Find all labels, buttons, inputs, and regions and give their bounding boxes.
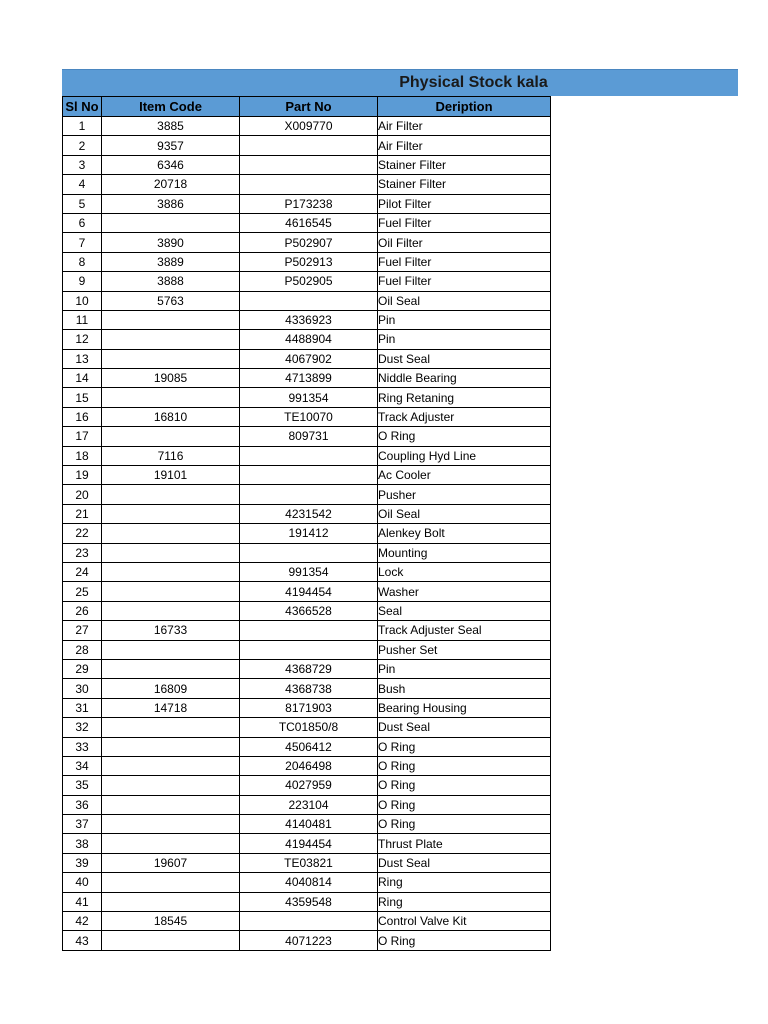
cell-description[interactable]: O Ring (378, 756, 551, 775)
cell-sl-no[interactable]: 12 (63, 330, 102, 349)
cell-description[interactable]: Stainer Filter (378, 155, 551, 174)
header-row (63, 97, 551, 117)
cell-description[interactable]: Dust Seal (378, 718, 551, 737)
cell-description[interactable]: Oil Filter (378, 233, 551, 252)
cell-sl-no[interactable]: 8 (63, 252, 102, 271)
cell-part-no[interactable]: 191412 (240, 524, 378, 543)
table-row (63, 427, 551, 446)
table-row (63, 233, 551, 252)
table-row (63, 272, 551, 291)
cell-item-code[interactable] (102, 485, 240, 504)
cell-description[interactable]: Pin (378, 310, 551, 329)
cell-part-no[interactable]: 4713899 (240, 369, 378, 388)
table-row (63, 213, 551, 232)
cell-part-no[interactable] (240, 175, 378, 194)
cell-description[interactable]: Niddle Bearing (378, 369, 551, 388)
table-row (63, 601, 551, 620)
table-row (63, 853, 551, 872)
table-row (63, 737, 551, 756)
table-row (63, 349, 551, 368)
cell-item-code[interactable]: 16733 (102, 621, 240, 640)
cell-item-code[interactable]: 3890 (102, 233, 240, 252)
table-row (63, 640, 551, 659)
cell-description[interactable]: Track Adjuster Seal (378, 621, 551, 640)
cell-part-no[interactable] (240, 291, 378, 310)
cell-part-no[interactable]: P502907 (240, 233, 378, 252)
table-row (63, 369, 551, 388)
cell-sl-no[interactable]: 38 (63, 834, 102, 853)
cell-part-no[interactable]: 8171903 (240, 698, 378, 717)
table-row (63, 621, 551, 640)
cell-sl-no[interactable]: 19 (63, 466, 102, 485)
table-row (63, 679, 551, 698)
table-row (63, 815, 551, 834)
cell-item-code[interactable] (102, 427, 240, 446)
cell-sl-no[interactable]: 31 (63, 698, 102, 717)
cell-sl-no[interactable]: 9 (63, 272, 102, 291)
cell-sl-no[interactable]: 3 (63, 155, 102, 174)
cell-item-code[interactable]: 19101 (102, 466, 240, 485)
cell-part-no[interactable]: 4071223 (240, 931, 378, 950)
table-row (63, 407, 551, 426)
cell-item-code[interactable] (102, 795, 240, 814)
cell-item-code[interactable] (102, 776, 240, 795)
cell-item-code[interactable] (102, 640, 240, 659)
cell-item-code[interactable] (102, 601, 240, 620)
cell-description[interactable]: Pusher (378, 485, 551, 504)
table-row (63, 912, 551, 931)
cell-description[interactable]: Dust Seal (378, 853, 551, 872)
cell-part-no[interactable]: 4040814 (240, 873, 378, 892)
cell-item-code[interactable]: 16809 (102, 679, 240, 698)
cell-description[interactable]: Air Filter (378, 136, 551, 155)
cell-item-code[interactable]: 16810 (102, 407, 240, 426)
cell-part-no[interactable]: 4506412 (240, 737, 378, 756)
cell-sl-no[interactable]: 17 (63, 427, 102, 446)
column-header-part-no[interactable]: Part No (240, 97, 378, 117)
cell-item-code[interactable]: 3889 (102, 252, 240, 271)
cell-item-code[interactable]: 14718 (102, 698, 240, 717)
cell-part-no[interactable]: 4368738 (240, 679, 378, 698)
cell-item-code[interactable]: 3888 (102, 272, 240, 291)
cell-item-code[interactable] (102, 873, 240, 892)
table-row (63, 117, 551, 136)
cell-sl-no[interactable]: 26 (63, 601, 102, 620)
cell-part-no[interactable] (240, 446, 378, 465)
cell-description[interactable]: Seal (378, 601, 551, 620)
cell-sl-no[interactable]: 34 (63, 756, 102, 775)
cell-sl-no[interactable]: 7 (63, 233, 102, 252)
cell-item-code[interactable] (102, 659, 240, 678)
cell-description[interactable]: Dust Seal (378, 349, 551, 368)
table-row (63, 524, 551, 543)
cell-sl-no[interactable]: 14 (63, 369, 102, 388)
cell-description[interactable]: Air Filter (378, 117, 551, 136)
cell-sl-no[interactable]: 20 (63, 485, 102, 504)
cell-item-code[interactable] (102, 543, 240, 562)
cell-sl-no[interactable]: 39 (63, 853, 102, 872)
cell-description[interactable]: Oil Seal (378, 504, 551, 523)
column-header-sl-no[interactable]: Sl No (63, 97, 102, 117)
cell-item-code[interactable]: 18545 (102, 912, 240, 931)
cell-description[interactable]: Alenkey Bolt (378, 524, 551, 543)
cell-part-no[interactable]: 4231542 (240, 504, 378, 523)
cell-part-no[interactable]: P173238 (240, 194, 378, 213)
cell-item-code[interactable] (102, 504, 240, 523)
cell-sl-no[interactable]: 2 (63, 136, 102, 155)
cell-description[interactable]: Thrust Plate (378, 834, 551, 853)
table-row (63, 892, 551, 911)
cell-item-code[interactable] (102, 834, 240, 853)
cell-part-no[interactable]: TE10070 (240, 407, 378, 426)
cell-part-no[interactable]: TE03821 (240, 853, 378, 872)
cell-part-no[interactable]: 2046498 (240, 756, 378, 775)
table-row (63, 136, 551, 155)
cell-sl-no[interactable]: 5 (63, 194, 102, 213)
cell-sl-no[interactable]: 43 (63, 931, 102, 950)
cell-sl-no[interactable]: 22 (63, 524, 102, 543)
cell-item-code[interactable]: 3886 (102, 194, 240, 213)
table-row (63, 698, 551, 717)
cell-part-no[interactable]: 223104 (240, 795, 378, 814)
cell-item-code[interactable] (102, 892, 240, 911)
cell-part-no[interactable]: 4067902 (240, 349, 378, 368)
cell-sl-no[interactable]: 4 (63, 175, 102, 194)
cell-part-no[interactable]: 4140481 (240, 815, 378, 834)
cell-sl-no[interactable]: 13 (63, 349, 102, 368)
cell-description[interactable]: Ring Retaning (378, 388, 551, 407)
table-row (63, 466, 551, 485)
cell-description[interactable]: O Ring (378, 427, 551, 446)
sheet-title: Physical Stock kala (399, 74, 548, 91)
cell-item-code[interactable] (102, 582, 240, 601)
cell-item-code[interactable]: 6346 (102, 155, 240, 174)
table-row (63, 795, 551, 814)
table-row (63, 756, 551, 775)
cell-sl-no[interactable]: 11 (63, 310, 102, 329)
cell-item-code[interactable] (102, 349, 240, 368)
column-header-description[interactable]: Deription (378, 97, 551, 117)
cell-sl-no[interactable]: 16 (63, 407, 102, 426)
cell-item-code[interactable] (102, 310, 240, 329)
cell-description[interactable]: Pilot Filter (378, 194, 551, 213)
cell-part-no[interactable]: 809731 (240, 427, 378, 446)
table-row (63, 718, 551, 737)
cell-item-code[interactable] (102, 737, 240, 756)
cell-description[interactable]: O Ring (378, 776, 551, 795)
table-row (63, 543, 551, 562)
cell-description[interactable]: Ac Cooler (378, 466, 551, 485)
stock-table (62, 96, 551, 951)
cell-description[interactable]: Ring (378, 873, 551, 892)
cell-item-code[interactable]: 7116 (102, 446, 240, 465)
cell-description[interactable]: Mounting (378, 543, 551, 562)
cell-part-no[interactable] (240, 621, 378, 640)
cell-description[interactable]: Track Adjuster (378, 407, 551, 426)
cell-sl-no[interactable]: 36 (63, 795, 102, 814)
cell-sl-no[interactable]: 37 (63, 815, 102, 834)
cell-part-no[interactable]: 4027959 (240, 776, 378, 795)
cell-description[interactable]: Fuel Filter (378, 213, 551, 232)
table-row (63, 582, 551, 601)
cell-sl-no[interactable]: 40 (63, 873, 102, 892)
cell-sl-no[interactable]: 6 (63, 213, 102, 232)
table-row (63, 873, 551, 892)
cell-item-code[interactable]: 9357 (102, 136, 240, 155)
cell-description[interactable]: Lock (378, 562, 551, 581)
cell-sl-no[interactable]: 29 (63, 659, 102, 678)
table-row (63, 446, 551, 465)
table-row (63, 562, 551, 581)
cell-description[interactable]: Pin (378, 330, 551, 349)
cell-sl-no[interactable]: 25 (63, 582, 102, 601)
cell-part-no[interactable]: 4336923 (240, 310, 378, 329)
cell-description[interactable]: Oil Seal (378, 291, 551, 310)
table-row (63, 659, 551, 678)
table-row (63, 252, 551, 271)
cell-description[interactable]: Washer (378, 582, 551, 601)
cell-item-code[interactable] (102, 330, 240, 349)
cell-sl-no[interactable]: 32 (63, 718, 102, 737)
cell-item-code[interactable] (102, 562, 240, 581)
cell-description[interactable]: Stainer Filter (378, 175, 551, 194)
cell-item-code[interactable]: 5763 (102, 291, 240, 310)
table-row (63, 776, 551, 795)
cell-sl-no[interactable]: 41 (63, 892, 102, 911)
cell-description[interactable]: Pin (378, 659, 551, 678)
cell-description[interactable]: Coupling Hyd Line (378, 446, 551, 465)
cell-sl-no[interactable]: 42 (63, 912, 102, 931)
cell-description[interactable]: O Ring (378, 795, 551, 814)
cell-sl-no[interactable]: 18 (63, 446, 102, 465)
cell-part-no[interactable]: 4194454 (240, 834, 378, 853)
cell-part-no[interactable]: 4366528 (240, 601, 378, 620)
cell-sl-no[interactable]: 21 (63, 504, 102, 523)
cell-part-no[interactable] (240, 136, 378, 155)
cell-part-no[interactable]: TC01850/8 (240, 718, 378, 737)
cell-description[interactable]: Bearing Housing (378, 698, 551, 717)
cell-part-no[interactable] (240, 155, 378, 174)
cell-sl-no[interactable]: 23 (63, 543, 102, 562)
cell-item-code[interactable] (102, 756, 240, 775)
cell-part-no[interactable]: X009770 (240, 117, 378, 136)
cell-item-code[interactable] (102, 931, 240, 950)
table-row (63, 310, 551, 329)
cell-sl-no[interactable]: 33 (63, 737, 102, 756)
cell-sl-no[interactable]: 15 (63, 388, 102, 407)
cell-part-no[interactable]: P502905 (240, 272, 378, 291)
cell-description[interactable]: Bush (378, 679, 551, 698)
cell-sl-no[interactable]: 28 (63, 640, 102, 659)
cell-part-no[interactable]: 991354 (240, 388, 378, 407)
cell-part-no[interactable] (240, 640, 378, 659)
cell-description[interactable]: Control Valve Kit (378, 912, 551, 931)
cell-item-code[interactable] (102, 388, 240, 407)
cell-part-no[interactable] (240, 912, 378, 931)
cell-part-no[interactable]: 4194454 (240, 582, 378, 601)
table-row (63, 485, 551, 504)
cell-description[interactable]: Fuel Filter (378, 252, 551, 271)
cell-part-no[interactable] (240, 485, 378, 504)
cell-part-no[interactable]: 4616545 (240, 213, 378, 232)
table-row (63, 834, 551, 853)
cell-part-no[interactable]: 4488904 (240, 330, 378, 349)
table-row (63, 388, 551, 407)
cell-description[interactable]: O Ring (378, 737, 551, 756)
cell-item-code[interactable]: 20718 (102, 175, 240, 194)
cell-item-code[interactable] (102, 213, 240, 232)
cell-part-no[interactable]: 4368729 (240, 659, 378, 678)
cell-sl-no[interactable]: 30 (63, 679, 102, 698)
cell-part-no[interactable]: 991354 (240, 562, 378, 581)
cell-description[interactable]: Pusher Set (378, 640, 551, 659)
cell-item-code[interactable] (102, 815, 240, 834)
cell-part-no[interactable]: P502913 (240, 252, 378, 271)
cell-sl-no[interactable]: 1 (63, 117, 102, 136)
cell-sl-no[interactable]: 24 (63, 562, 102, 581)
cell-description[interactable]: O Ring (378, 815, 551, 834)
table-row (63, 504, 551, 523)
column-header-item-code[interactable]: Item Code (102, 97, 240, 117)
cell-part-no[interactable]: 4359548 (240, 892, 378, 911)
cell-item-code[interactable] (102, 718, 240, 737)
cell-item-code[interactable]: 3885 (102, 117, 240, 136)
table-row (63, 194, 551, 213)
table-row (63, 175, 551, 194)
cell-description[interactable]: O Ring (378, 931, 551, 950)
cell-item-code[interactable] (102, 524, 240, 543)
table-row (63, 291, 551, 310)
table-row (63, 155, 551, 174)
cell-item-code[interactable]: 19085 (102, 369, 240, 388)
table-row (63, 931, 551, 950)
cell-part-no[interactable] (240, 466, 378, 485)
cell-sl-no[interactable]: 10 (63, 291, 102, 310)
cell-item-code[interactable]: 19607 (102, 853, 240, 872)
cell-description[interactable]: Fuel Filter (378, 272, 551, 291)
cell-description[interactable]: Ring (378, 892, 551, 911)
cell-part-no[interactable] (240, 543, 378, 562)
cell-sl-no[interactable]: 35 (63, 776, 102, 795)
cell-sl-no[interactable]: 27 (63, 621, 102, 640)
table-row (63, 330, 551, 349)
